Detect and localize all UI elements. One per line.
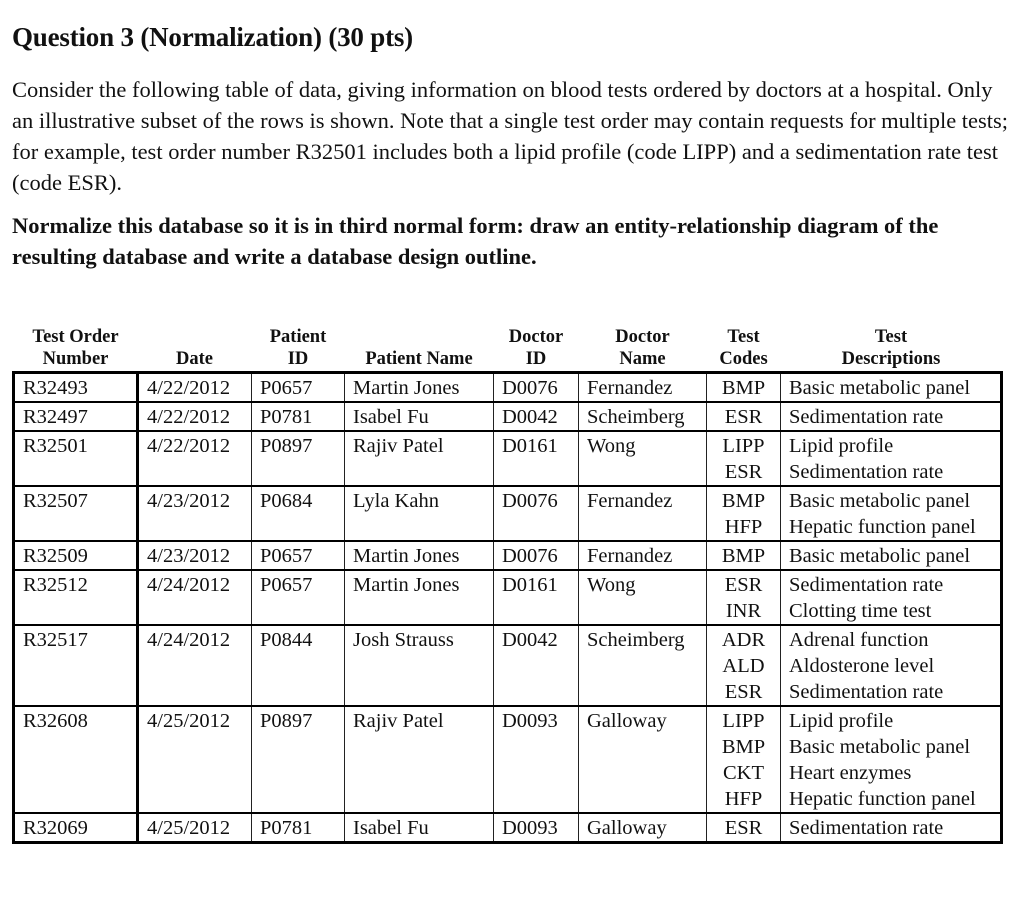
doctor-id-cell: D0161 [494,570,579,625]
test-description: Sedimentation rate [789,574,944,596]
test-descriptions-cell [781,706,1002,813]
table-body [14,373,1002,843]
patient-name-cell: Josh Strauss [345,625,494,706]
doctor-name-cell: Wong [579,570,707,625]
test-code: ESR [724,681,763,703]
test-order-number-cell: R32069 [14,813,138,843]
test-description: Hepatic function panel [789,516,976,538]
test-code: ESR [724,461,763,483]
doctor-name-cell: Galloway [579,813,707,843]
doctor-id-cell: D0076 [494,541,579,570]
header-line: Patient Name [365,349,473,369]
patient-id-cell: P0897 [252,431,345,486]
test-codes-cell [707,373,781,403]
test-codes-cell [707,402,781,431]
date-cell: 4/22/2012 [138,373,252,403]
test-codes-cell [707,486,781,541]
patient-name-cell: Lyla Kahn [345,486,494,541]
patient-name-cell: Martin Jones [345,570,494,625]
test-codes-cell [707,706,781,813]
test-code: ESR [724,817,763,839]
test-description: Basic metabolic panel [789,377,971,399]
test-code: ALD [722,655,765,677]
column-header-test-codes [707,326,781,373]
test-description: Basic metabolic panel [789,545,971,567]
test-codes-cell [707,431,781,486]
patient-id-cell: P0657 [252,541,345,570]
date-cell: 4/25/2012 [138,813,252,843]
test-order-number-cell: R32509 [14,541,138,570]
doctor-id-cell: D0161 [494,431,579,486]
header-line: Descriptions [841,349,941,369]
test-code: LIPP [722,435,765,457]
column-header-doctor-name [579,326,707,373]
column-header-date [138,326,252,373]
doctor-name-cell: Fernandez [579,373,707,403]
test-codes-cell [707,541,781,570]
test-description: Basic metabolic panel [789,736,971,758]
date-cell: 4/23/2012 [138,541,252,570]
doctor-name-cell: Scheimberg [579,402,707,431]
patient-name-cell: Martin Jones [345,373,494,403]
header-line: Doctor [615,327,670,347]
table-row [14,373,1002,403]
test-description: Hepatic function panel [789,788,976,810]
doctor-name-cell: Scheimberg [579,625,707,706]
header-line: Test [874,327,908,347]
header-line: Test [727,327,760,347]
doctor-id-cell: D0042 [494,402,579,431]
test-code: BMP [721,490,766,512]
doctor-id-cell: D0042 [494,625,579,706]
test-description: Aldosterone level [789,655,935,677]
test-code: ESR [724,406,763,428]
test-order-number-cell: R32497 [14,402,138,431]
test-code: LIPP [722,710,765,732]
test-description: Adrenal function [789,629,929,651]
test-descriptions-cell [781,402,1002,431]
header-line: Patient [269,327,327,347]
header-line: Name [619,349,666,369]
test-descriptions-cell [781,541,1002,570]
doctor-id-cell: D0093 [494,706,579,813]
test-codes-cell [707,813,781,843]
patient-id-cell: P0781 [252,402,345,431]
test-code: ADR [721,629,766,651]
patient-id-cell: P0781 [252,813,345,843]
test-code: ESR [724,574,763,596]
table-row [14,625,1002,706]
test-codes-cell [707,625,781,706]
patient-id-cell: P0897 [252,706,345,813]
table-row [14,570,1002,625]
table-row [14,541,1002,570]
doctor-name-cell: Fernandez [579,486,707,541]
date-cell: 4/22/2012 [138,402,252,431]
column-header-doctor-id [494,326,579,373]
date-cell: 4/24/2012 [138,570,252,625]
doctor-id-cell: D0076 [494,486,579,541]
test-description: Clotting time test [789,600,932,622]
patient-name-cell: Martin Jones [345,541,494,570]
date-cell: 4/25/2012 [138,706,252,813]
test-description: Lipid profile [789,710,894,732]
test-descriptions-cell [781,431,1002,486]
patient-id-cell: P0657 [252,373,345,403]
patient-id-cell: P0657 [252,570,345,625]
instruction-paragraph: Normalize this database so it is in third normal form: draw an entity-relationship diagram of the resulting database and write a database design outline. [12,213,939,269]
test-code: CKT [723,762,764,784]
blood-tests-table [12,326,1003,844]
test-description: Sedimentation rate [789,406,944,428]
patient-name-cell: Isabel Fu [345,402,494,431]
test-order-number-cell: R32512 [14,570,138,625]
test-code: BMP [721,545,766,567]
patient-name-cell: Rajiv Patel [345,431,494,486]
header-line [347,326,492,348]
test-code: HFP [724,788,763,810]
column-header-patient-id [252,326,345,373]
column-header-patient-name [345,326,494,373]
test-codes-cell [707,570,781,625]
date-cell: 4/24/2012 [138,625,252,706]
column-header-test-order-number [14,326,138,373]
table-row [14,431,1002,486]
header-line: Date [176,349,213,369]
doctor-name-cell: Fernandez [579,541,707,570]
header-line: ID [287,349,309,369]
test-order-number-cell: R32517 [14,625,138,706]
test-code: HFP [724,516,763,538]
test-order-number-cell: R32493 [14,373,138,403]
doctor-id-cell: D0093 [494,813,579,843]
header-line: Test Order [32,327,119,347]
test-description: Basic metabolic panel [789,490,971,512]
header-line [140,326,250,348]
test-descriptions-cell [781,813,1002,843]
doctor-name-cell: Wong [579,431,707,486]
table-header-row [14,326,1002,373]
date-cell: 4/22/2012 [138,431,252,486]
header-line: ID [525,349,547,369]
patient-id-cell: P0844 [252,625,345,706]
patient-name-cell: Isabel Fu [345,813,494,843]
test-order-number-cell: R32507 [14,486,138,541]
test-descriptions-cell [781,486,1002,541]
test-description: Sedimentation rate [789,461,944,483]
test-code: BMP [721,377,766,399]
test-descriptions-cell [781,373,1002,403]
doctor-name-cell: Galloway [579,706,707,813]
table-row [14,402,1002,431]
test-descriptions-cell [781,625,1002,706]
patient-id-cell: P0684 [252,486,345,541]
test-code: BMP [721,736,766,758]
test-description: Sedimentation rate [789,817,944,839]
table-row [14,813,1002,843]
test-description: Heart enzymes [789,762,912,784]
test-code: INR [725,600,762,622]
test-description: Lipid profile [789,435,894,457]
date-cell: 4/23/2012 [138,486,252,541]
test-order-number-cell: R32501 [14,431,138,486]
table-row [14,706,1002,813]
test-description: Sedimentation rate [789,681,944,703]
header-line: Doctor [508,327,564,347]
table-row [14,486,1002,541]
header-line: Number [42,349,109,369]
doctor-id-cell: D0076 [494,373,579,403]
test-order-number-cell: R32608 [14,706,138,813]
patient-name-cell: Rajiv Patel [345,706,494,813]
column-header-test-descriptions [781,326,1002,373]
question-title: Question 3 (Normalization) (30 pts) [12,22,413,52]
test-descriptions-cell [781,570,1002,625]
header-line: Codes [719,349,768,369]
intro-paragraph: Consider the following table of data, giving information on blood tests ordered by doctors at a hospital. Only an illustrative subset of the rows is shown. Note that a single test order may contain requests for multiple tests; for example, test order number R32501 includes both a lipid profile (code LIPP) and a sedimentation rate test (code ESR). [12,77,1009,195]
